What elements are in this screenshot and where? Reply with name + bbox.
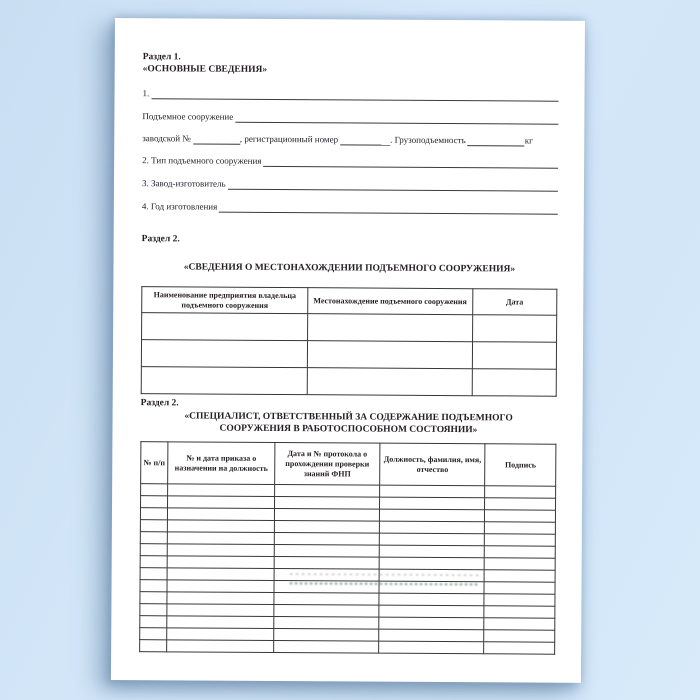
blank-line — [340, 134, 390, 145]
table-empty-cell — [484, 630, 555, 642]
table-empty-cell — [140, 508, 167, 520]
table-empty-cell — [379, 545, 484, 558]
table-empty-row — [141, 367, 556, 397]
table-empty-cell — [307, 368, 472, 396]
table-empty-row — [140, 640, 555, 655]
table-empty-cell — [167, 580, 274, 593]
table-empty-row — [141, 340, 556, 370]
location-table-header-row — [142, 287, 557, 316]
table-empty-cell — [484, 618, 555, 630]
section1-title: «ОСНОВНЫЕ СВЕДЕНИЯ» — [142, 64, 268, 75]
table-empty-cell — [167, 616, 274, 629]
table-empty-cell — [168, 484, 275, 497]
table-empty-cell — [308, 314, 473, 342]
table-empty-cell — [379, 593, 484, 606]
table-empty-cell — [275, 484, 380, 497]
section3-title: «СПЕЦИАЛИСТ, ОТВЕТСТВЕННЫЙ ЗА СОДЕРЖАНИЕ ПОДЪЕМНОГО СООРУЖЕНИЯ В РАБОТОСПОСОБНОМ СОСТОЯНИИ» — [184, 411, 513, 436]
section2-label: Раздел 2. — [141, 234, 180, 245]
table-empty-cell — [485, 522, 556, 534]
table-empty-cell — [275, 496, 380, 509]
form-line-6 — [142, 201, 558, 215]
blank-line — [468, 135, 525, 146]
table-empty-cell — [484, 606, 555, 618]
specialist-table-header-row — [141, 442, 556, 487]
table-empty-cell — [141, 367, 307, 395]
table-empty-cell — [307, 341, 472, 369]
specialist-table-header-name: Должность, фамилия, имя, отчество — [380, 443, 486, 486]
specialist-table — [139, 441, 556, 655]
form-line-1 — [143, 88, 559, 102]
form-line-5 — [142, 178, 558, 192]
table-empty-cell — [379, 581, 484, 594]
blank-line — [219, 202, 558, 215]
table-empty-cell — [274, 520, 379, 533]
table-empty-cell — [379, 557, 484, 570]
table-empty-cell — [379, 509, 484, 522]
location-table-wrap — [141, 286, 558, 397]
table-empty-cell — [379, 569, 484, 582]
table-empty-cell — [140, 520, 167, 532]
table-empty-cell — [140, 592, 167, 604]
table-empty-cell — [274, 592, 379, 605]
blank-line — [235, 112, 558, 125]
table-empty-cell — [167, 520, 274, 533]
table-empty-cell — [167, 628, 274, 641]
table-empty-cell — [167, 508, 274, 521]
table-empty-cell — [140, 604, 167, 616]
form-line-3 — [142, 133, 558, 147]
section3-title-wrap — [140, 410, 556, 437]
table-empty-cell — [485, 558, 556, 570]
table-empty-cell — [274, 604, 379, 617]
table-empty-cell — [274, 544, 379, 557]
specialist-table-wrap — [139, 441, 556, 655]
table-empty-cell — [485, 510, 556, 522]
section3-label: Раздел 2. — [140, 398, 179, 409]
location-table-header-location: Местонахождение подъемного сооружения — [308, 288, 473, 315]
capacity-label: . Грузоподъемность — [390, 134, 466, 146]
table-empty-cell — [167, 592, 274, 605]
table-empty-cell — [485, 534, 556, 546]
form-line-5-prefix: 3. Завод-изготовитель — [141, 178, 226, 189]
table-empty-cell — [472, 369, 556, 397]
table-empty-cell — [485, 546, 556, 558]
specialist-table-header-num: № п/п — [141, 442, 168, 484]
specialist-table-header-signature: Подпись — [485, 444, 556, 486]
table-empty-cell — [274, 616, 379, 629]
table-empty-cell — [472, 315, 556, 343]
table-empty-row — [142, 313, 557, 343]
table-empty-cell — [274, 640, 379, 653]
page-content — [140, 18, 559, 478]
table-empty-cell — [141, 496, 168, 508]
form-line-1-prefix: 1. — [142, 88, 150, 99]
table-empty-cell — [379, 641, 484, 654]
table-empty-cell — [379, 629, 484, 642]
form-line-4 — [142, 155, 558, 169]
table-empty-cell — [167, 640, 274, 653]
table-empty-cell — [167, 604, 274, 617]
table-empty-cell — [484, 642, 555, 654]
table-empty-cell — [484, 570, 555, 582]
location-table — [141, 286, 558, 397]
table-empty-cell — [379, 617, 484, 630]
factory-number-label: заводской № — [142, 133, 191, 144]
table-empty-cell — [140, 628, 167, 640]
form-line-2-prefix: Подъемное сооружение — [142, 111, 234, 122]
table-empty-cell — [274, 556, 379, 569]
table-empty-cell — [274, 628, 379, 641]
table-empty-cell — [140, 532, 167, 544]
table-empty-cell — [141, 484, 168, 496]
table-empty-cell — [167, 556, 274, 569]
kg-unit-label: кг — [524, 135, 533, 146]
blank-line — [263, 156, 558, 169]
form-line-4-prefix: 2. Тип подъемного сооружения — [142, 155, 262, 166]
document-page — [111, 18, 585, 683]
table-empty-cell — [167, 568, 274, 581]
table-empty-cell — [140, 556, 167, 568]
table-empty-cell — [485, 498, 556, 510]
blank-line — [193, 133, 240, 144]
table-empty-cell — [484, 582, 555, 594]
table-empty-cell — [379, 605, 484, 618]
table-empty-cell — [140, 568, 167, 580]
section1-label: Раздел 1. — [142, 52, 181, 63]
table-empty-cell — [380, 485, 485, 498]
location-table-header-owner: Наименование предприятия владельца подъемного сооружения — [142, 287, 308, 314]
specialist-table-header-order: № и дата приказа о назначении на должность — [168, 442, 275, 485]
table-empty-cell — [379, 533, 484, 546]
table-empty-cell — [379, 521, 484, 534]
table-empty-cell — [167, 544, 274, 557]
registration-number-label: , регистрационный номер — [239, 133, 339, 145]
table-empty-cell — [140, 640, 167, 652]
table-empty-cell — [274, 532, 379, 545]
table-empty-cell — [167, 496, 274, 509]
table-empty-cell — [274, 508, 379, 521]
table-empty-cell — [274, 568, 379, 581]
table-empty-cell — [141, 340, 307, 368]
location-table-header-date: Дата — [472, 289, 556, 316]
table-empty-cell — [140, 544, 167, 556]
table-empty-cell — [472, 342, 556, 370]
section2-title: «СВЕДЕНИЯ О МЕСТОНАХОЖДЕНИИ ПОДЪЕМНОГО СООРУЖЕНИЯ» — [183, 262, 516, 275]
blank-line — [228, 179, 558, 192]
table-empty-cell — [485, 486, 556, 498]
table-empty-cell — [380, 497, 485, 510]
table-empty-cell — [140, 616, 167, 628]
table-empty-cell — [484, 594, 555, 606]
table-empty-cell — [167, 532, 274, 545]
specialist-table-header-protocol: Дата и № протокола о прохождении проверки знаний ФНП — [275, 442, 380, 485]
table-empty-cell — [140, 580, 167, 592]
blank-line — [151, 88, 558, 101]
table-empty-cell — [142, 313, 308, 341]
table-empty-cell — [274, 580, 379, 593]
form-line-2 — [142, 111, 558, 125]
form-line-6-prefix: 4. Год изготовления — [141, 201, 218, 212]
